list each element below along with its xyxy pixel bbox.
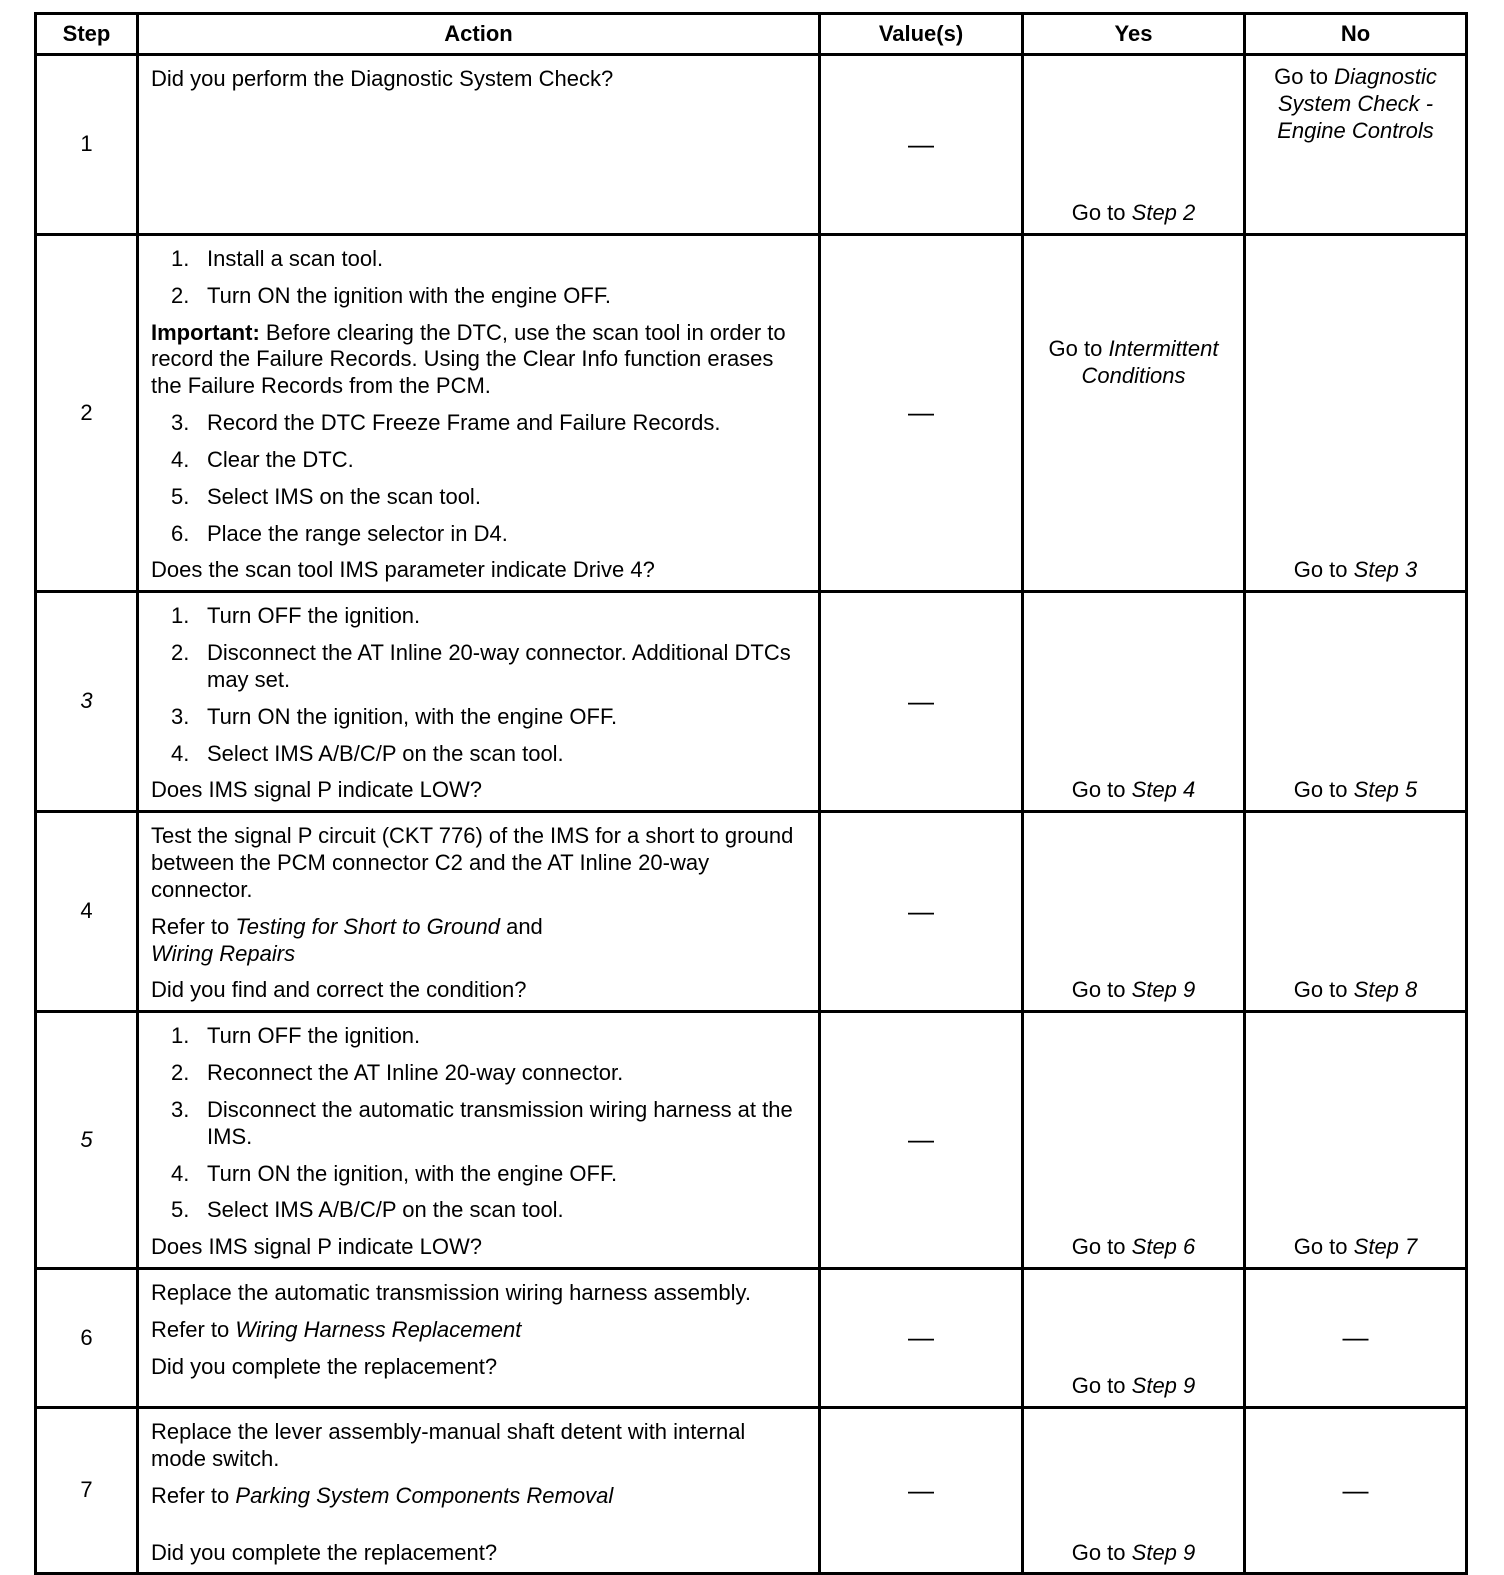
action-question: Did you perform the Diagnostic System Check? (151, 66, 614, 91)
yes-cell[interactable] (1023, 235, 1245, 592)
header-row (36, 14, 1467, 55)
no-cell[interactable] (1245, 812, 1467, 1012)
action-cell (138, 1269, 820, 1408)
yes-cell[interactable] (1023, 592, 1245, 812)
table-row (36, 55, 1467, 235)
header-action: Action (138, 14, 820, 55)
go-to-label: Go to (1071, 977, 1126, 1003)
list-item: 3. Record the DTC Freeze Frame and Failure Records. (171, 410, 721, 436)
go-to-label: Go to (1293, 977, 1348, 1003)
action-question: Did you complete the replacement? (151, 1353, 498, 1379)
list-item: 5. Select IMS on the scan tool. (171, 483, 481, 509)
list-item: 3. Turn ON the ignition, with the engine OFF. (171, 703, 618, 729)
no-cell[interactable] (1245, 235, 1467, 592)
header-no: No (1245, 14, 1467, 55)
step-number: 3 (36, 592, 138, 812)
go-to-label: Go to (1071, 1234, 1126, 1260)
go-to-label: Go to (1274, 64, 1328, 89)
refer-text: Refer to Testing for Short to Ground and Wiring Repairs (151, 913, 543, 966)
list-item: 2. Turn ON the ignition with the engine OFF. (171, 282, 611, 308)
table-row (36, 812, 1467, 1012)
action-text: Test the signal P circuit (CKT 776) of the IMS for a short to ground between the PCM connector C2 and the AT Inline 20-way connector. (151, 823, 794, 902)
value-cell: — (820, 1408, 1023, 1574)
value-cell: — (820, 55, 1023, 235)
go-to-label: Go to (1071, 777, 1126, 803)
header-step: Step (36, 14, 138, 55)
header-yes: Yes (1023, 14, 1245, 55)
no-link[interactable]: Step 3 (1353, 557, 1418, 583)
reference-link[interactable]: Parking System Components Removal (235, 1482, 614, 1508)
table-row (36, 1408, 1467, 1574)
yes-link[interactable]: Intermittent Conditions (1081, 336, 1219, 389)
action-cell (138, 812, 820, 1012)
value-cell: — (820, 1269, 1023, 1408)
go-to-label: Go to (1071, 200, 1126, 226)
yes-cell[interactable] (1023, 1012, 1245, 1269)
list-item: 1. Install a scan tool. (171, 246, 384, 271)
table-row (36, 1269, 1467, 1408)
go-to-label: Go to (1293, 557, 1348, 583)
no-cell[interactable] (1245, 55, 1467, 235)
yes-cell[interactable] (1023, 812, 1245, 1012)
reference-link[interactable]: Wiring Repairs (151, 940, 296, 966)
header-values: Value(s) (820, 14, 1023, 55)
no-cell: — (1245, 1269, 1467, 1408)
action-cell (138, 1408, 820, 1574)
yes-link[interactable]: Step 9 (1131, 1539, 1196, 1565)
yes-link[interactable]: Step 9 (1131, 977, 1196, 1003)
table-row (36, 1012, 1467, 1269)
no-cell[interactable] (1245, 592, 1467, 812)
action-list (151, 1023, 806, 1224)
action-list (151, 603, 806, 767)
value-cell: — (820, 1012, 1023, 1269)
go-to-label: Go to (1048, 336, 1103, 362)
no-link[interactable]: Step 7 (1353, 1234, 1418, 1260)
reference-link[interactable]: Wiring Harness Replacement (235, 1316, 522, 1342)
action-question: Did you find and correct the condition? (151, 977, 527, 1003)
step-number: 2 (36, 235, 138, 592)
list-item: 4. Select IMS A/B/C/P on the scan tool. (171, 740, 564, 766)
action-question: Does the scan tool IMS parameter indicate Drive 4? (151, 557, 655, 583)
no-cell[interactable] (1245, 1012, 1467, 1269)
action-question: Does IMS signal P indicate LOW? (151, 1234, 482, 1260)
action-cell (138, 592, 820, 812)
action-question: Did you complete the replacement? (151, 1539, 498, 1565)
action-list (151, 410, 806, 547)
list-item: 5. Select IMS A/B/C/P on the scan tool. (171, 1197, 564, 1223)
yes-link[interactable]: Step 9 (1131, 1373, 1196, 1399)
list-item: 6. Place the range selector in D4. (171, 520, 508, 546)
action-cell (138, 55, 820, 235)
step-number: 1 (36, 55, 138, 235)
go-to-label: Go to (1071, 1539, 1126, 1565)
list-item: 4. Turn ON the ignition, with the engine OFF. (171, 1160, 618, 1186)
reference-link[interactable]: Testing for Short to Ground (235, 913, 500, 939)
list-item: 4. Clear the DTC. (171, 446, 354, 472)
diagnostic-table (34, 12, 1468, 1575)
yes-cell[interactable] (1023, 55, 1245, 235)
step-number: 7 (36, 1408, 138, 1574)
yes-cell[interactable] (1023, 1269, 1245, 1408)
step-number: 4 (36, 812, 138, 1012)
go-to-label: Go to (1293, 777, 1348, 803)
action-text: Replace the lever assembly-manual shaft detent with internal mode switch. (151, 1419, 746, 1471)
step-number: 6 (36, 1269, 138, 1408)
list-item: 2. Disconnect the AT Inline 20-way connector. Additional DTCs may set. (171, 640, 791, 692)
value-cell: — (820, 812, 1023, 1012)
action-list (151, 246, 806, 310)
list-item: 1. Turn OFF the ignition. (171, 603, 421, 629)
list-item: 2. Reconnect the AT Inline 20-way connector. (171, 1060, 624, 1086)
value-cell: — (820, 235, 1023, 592)
important-note: Important: Before clearing the DTC, use the scan tool in order to record the Failure Records. Using the Clear Info function erases the Failure Records from the PCM. (151, 319, 786, 399)
action-cell (138, 235, 820, 592)
go-to-label: Go to (1293, 1234, 1348, 1260)
table-row (36, 235, 1467, 592)
table-row (36, 592, 1467, 812)
value-cell: — (820, 592, 1023, 812)
action-question: Does IMS signal P indicate LOW? (151, 777, 482, 803)
yes-link[interactable]: Step 4 (1131, 777, 1196, 803)
action-text: Replace the automatic transmission wiring harness assembly. (151, 1280, 751, 1306)
no-link[interactable]: Step 5 (1353, 777, 1418, 803)
refer-text: Refer to Wiring Harness Replacement (151, 1316, 522, 1342)
action-cell (138, 1012, 820, 1269)
yes-link[interactable]: Step 2 (1131, 200, 1196, 226)
go-to-label: Go to (1071, 1373, 1126, 1399)
no-cell: — (1245, 1408, 1467, 1574)
no-link[interactable]: Diagnostic System Check - Engine Controls (1277, 64, 1437, 143)
no-link[interactable]: Step 8 (1353, 977, 1418, 1003)
refer-text: Refer to Parking System Components Removal (151, 1482, 614, 1508)
yes-cell[interactable] (1023, 1408, 1245, 1574)
list-item: 1. Turn OFF the ignition. (171, 1023, 421, 1049)
step-number: 5 (36, 1012, 138, 1269)
list-item: 3. Disconnect the automatic transmission wiring harness at the IMS. (171, 1096, 793, 1149)
yes-link[interactable]: Step 6 (1131, 1234, 1196, 1260)
